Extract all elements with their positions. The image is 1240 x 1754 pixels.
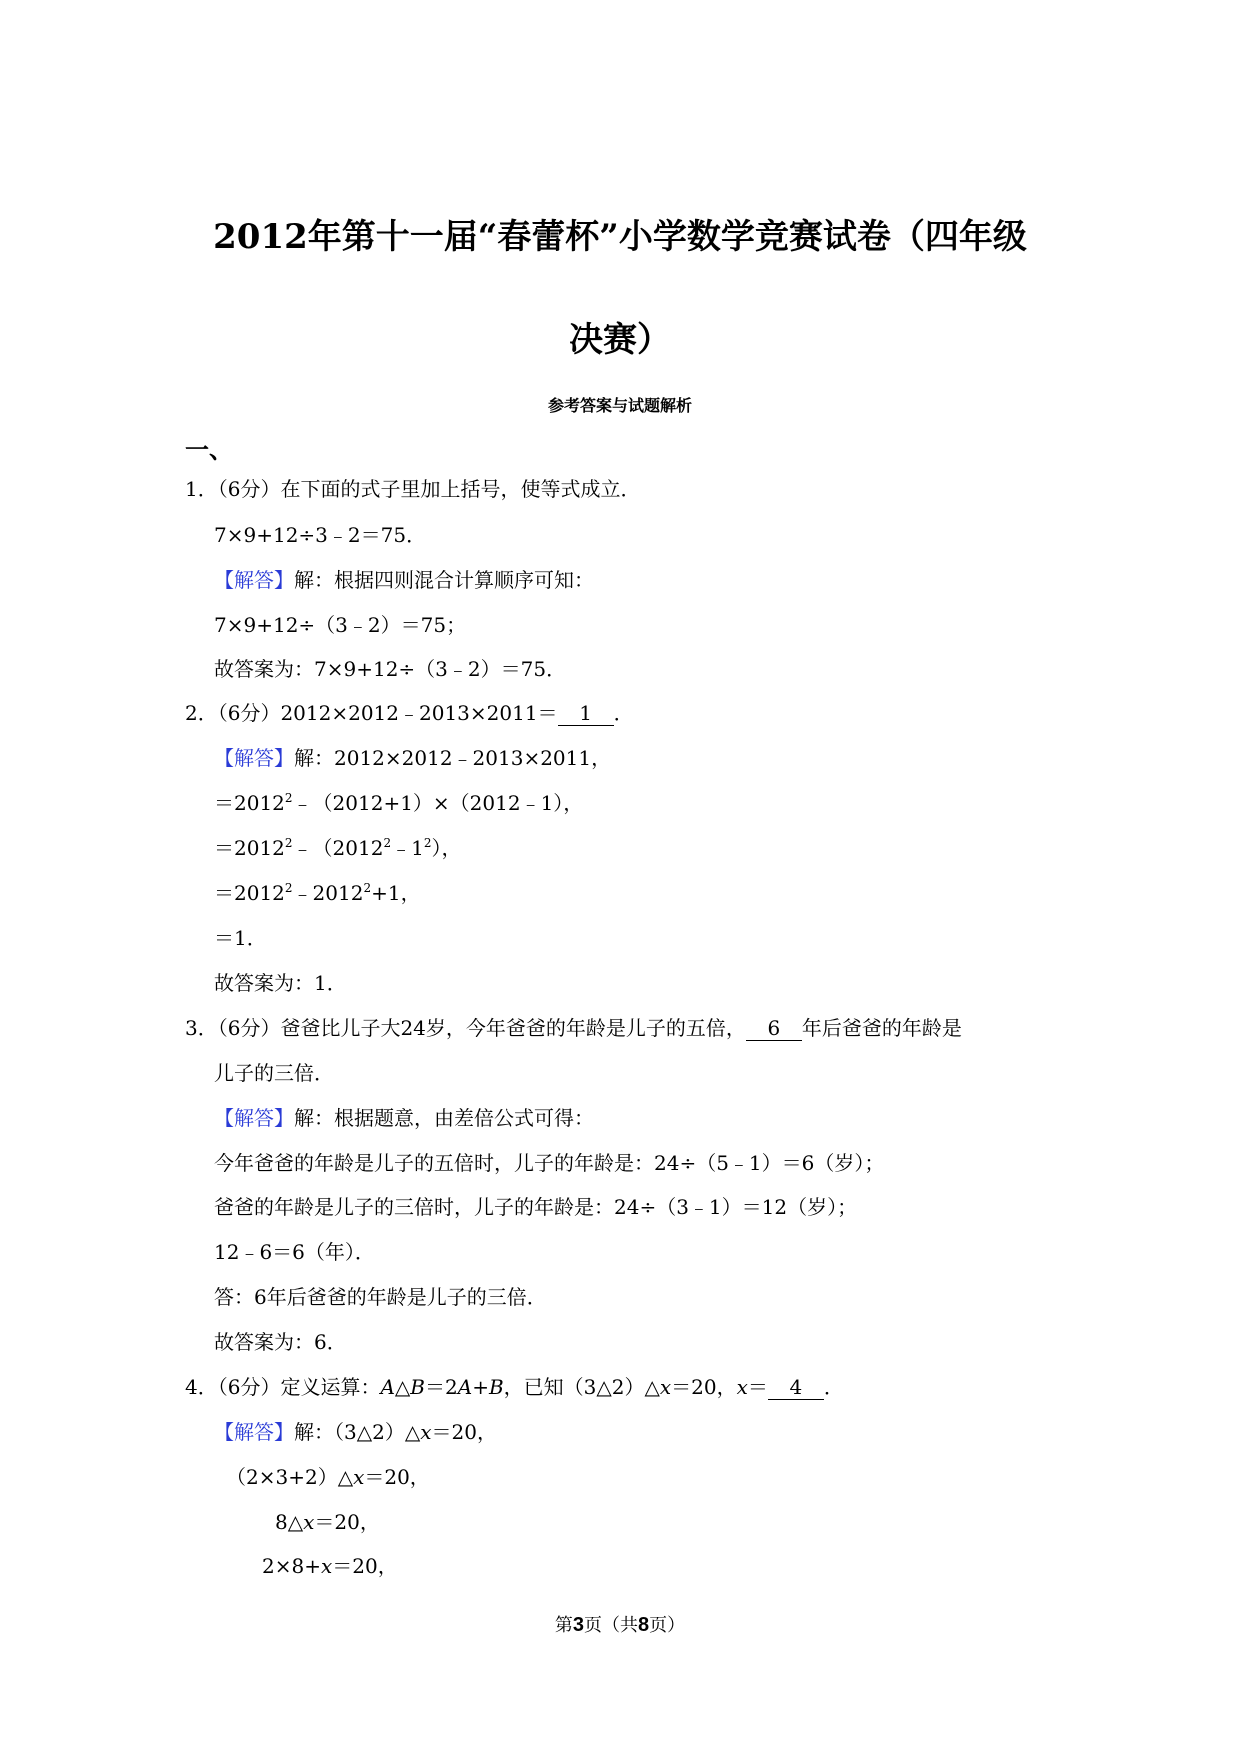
q2-step2-c: ﹣1 xyxy=(391,836,424,860)
q4-step3-a: 2×8+ xyxy=(262,1554,321,1578)
q2-final-answer: 故答案为：1． xyxy=(214,971,347,995)
q3-step-1: 今年爸爸的年龄是儿子的五倍时，儿子的年龄是：24÷（5﹣1）＝6（岁）； xyxy=(214,1151,885,1175)
document-title-line2: 决赛） xyxy=(569,320,671,360)
section-label: 一、 xyxy=(185,435,233,464)
q1-final-answer: 故答案为：7×9+12÷（3﹣2）＝75． xyxy=(214,657,567,681)
q4-stem-mid2: ＝20， xyxy=(671,1375,737,1399)
document-title-line1: 2012年第十一届“春蕾杯”小学数学竞赛试卷（四年级 xyxy=(213,217,1027,257)
footer-mid: 页（共 xyxy=(584,1615,638,1636)
q2-stem-end: ． xyxy=(613,701,634,725)
solution-tag: 【解答】 xyxy=(214,1420,294,1444)
footer-post: 页） xyxy=(649,1615,686,1636)
solution-tag: 【解答】 xyxy=(214,746,294,770)
q4-stem-eq: ＝ xyxy=(747,1375,768,1399)
exponent: 2 xyxy=(284,836,293,850)
footer-pre: 第 xyxy=(554,1615,573,1636)
q1-stem: 1．（6分）在下面的式子里加上括号，使等式成立． xyxy=(185,477,641,501)
q3-final-answer: 故答案为：6． xyxy=(214,1330,347,1354)
q3-stem xyxy=(185,1015,962,1041)
q1-solution-text: 解：根据四则混合计算顺序可知： xyxy=(294,568,594,592)
var-B: B xyxy=(410,1375,425,1399)
q4-step1-b: ＝20， xyxy=(364,1465,430,1489)
var-A: A xyxy=(380,1375,395,1399)
q4-stem xyxy=(185,1374,844,1400)
q3-step-3: 12﹣6＝6（年）． xyxy=(214,1240,375,1264)
q3-solution-intro xyxy=(214,1105,594,1131)
exponent: 2 xyxy=(383,836,392,850)
q2-step1-b: ﹣（2012+1）×（2012﹣1）， xyxy=(292,791,584,815)
q2-step2-d: ）， xyxy=(431,836,462,860)
var-B: B xyxy=(488,1375,504,1399)
total-page-count: 8 xyxy=(638,1614,650,1636)
page-footer xyxy=(0,1611,1240,1637)
q3-conclusion: 答：6年后爸爸的年龄是儿子的三倍． xyxy=(214,1285,547,1309)
q3-stem-text: 3．（6分）爸爸比儿子大24岁，今年爸爸的年龄是儿子的五倍， xyxy=(185,1016,746,1040)
q2-step3-c: +1， xyxy=(371,881,421,905)
q4-step3-b: ＝20， xyxy=(332,1554,398,1578)
solution-tag: 【解答】 xyxy=(214,1106,294,1130)
q4-stem-mid: ，已知（3△2）△ xyxy=(503,1375,660,1399)
q3-stem-end: 年后爸爸的年龄是 xyxy=(801,1016,962,1040)
q2-step-2 xyxy=(214,835,461,861)
q1-solution-line: 7×9+12÷（3﹣2）＝75； xyxy=(214,613,467,637)
q4-stem-end: ． xyxy=(823,1375,844,1399)
q3-stem-continuation: 儿子的三倍． xyxy=(214,1061,334,1085)
var-x: x xyxy=(420,1420,432,1444)
q4-step-2 xyxy=(275,1509,380,1535)
q4-solution-intro xyxy=(214,1419,497,1445)
var-x: x xyxy=(303,1510,315,1534)
var-A: A xyxy=(457,1375,473,1399)
var-x: x xyxy=(736,1375,748,1399)
exponent: 2 xyxy=(423,836,432,850)
q2-solution-text: 解：2012×2012﹣2013×2011， xyxy=(294,746,612,770)
triangle-operator: △ xyxy=(394,1375,411,1399)
q2-solution-intro xyxy=(214,745,611,771)
exponent: 2 xyxy=(284,791,293,805)
q2-step-1 xyxy=(214,790,583,816)
q2-step2-a: ＝2012 xyxy=(214,836,285,860)
q4-solution-end: ＝20， xyxy=(431,1420,497,1444)
q1-expression: 7×9+12÷3﹣2＝75． xyxy=(214,523,427,547)
q4-step-1 xyxy=(226,1464,430,1490)
q4-solution-text: 解：（3△2）△ xyxy=(294,1420,421,1444)
q2-step1-a: ＝2012 xyxy=(214,791,285,815)
exponent: 2 xyxy=(284,881,293,895)
q3-solution-text: 解：根据题意，由差倍公式可得： xyxy=(294,1106,594,1130)
var-x: x xyxy=(659,1375,672,1399)
q2-step-3 xyxy=(214,880,421,906)
q4-step1-a: （2×3+2）△ xyxy=(226,1465,354,1489)
q4-answer-blank: 4 xyxy=(768,1375,824,1400)
q2-step3-b: ﹣2012 xyxy=(292,881,364,905)
q3-answer-blank: 6 xyxy=(746,1016,802,1041)
q3-step-2: 爸爸的年龄是儿子的三倍时，儿子的年龄是：24÷（3﹣1）＝12（岁）； xyxy=(214,1195,858,1219)
solution-tag: 【解答】 xyxy=(214,568,294,592)
var-x: x xyxy=(353,1465,365,1489)
plus-sign: + xyxy=(472,1375,489,1399)
q2-step-4: ＝1． xyxy=(214,926,267,950)
document-subtitle: 参考答案与试题解析 xyxy=(547,396,692,415)
current-page-number: 3 xyxy=(572,1614,584,1636)
var-x: x xyxy=(320,1554,333,1578)
q4-eq: ＝2 xyxy=(425,1375,458,1399)
q2-stem xyxy=(185,700,634,726)
q1-solution-intro xyxy=(214,567,594,593)
exponent: 2 xyxy=(363,881,372,895)
q2-step2-b: ﹣（2012 xyxy=(292,836,384,860)
q4-step2-b: ＝20， xyxy=(314,1510,380,1534)
q4-step2-a: 8△ xyxy=(275,1510,304,1534)
q4-step-3 xyxy=(262,1553,398,1579)
q2-step3-a: ＝2012 xyxy=(214,881,285,905)
q4-stem-text: 4．（6分）定义运算： xyxy=(185,1375,381,1399)
q2-stem-text: 2．（6分）2012×2012﹣2013×2011＝ xyxy=(185,701,558,725)
q2-answer-blank: 1 xyxy=(558,701,614,726)
